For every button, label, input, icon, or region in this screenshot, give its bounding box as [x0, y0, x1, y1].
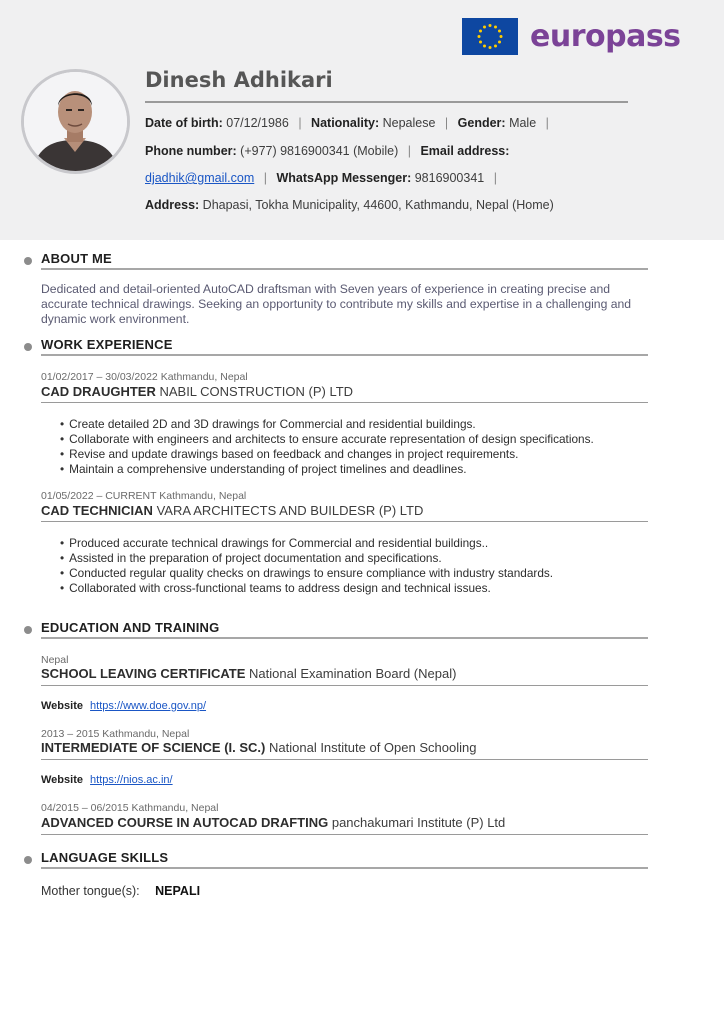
separator: | [263, 171, 267, 185]
section-bullet-icon [24, 856, 32, 864]
job-meta: 01/02/2017 – 30/03/2022 Kathmandu, Nepal [41, 371, 248, 383]
website-label: Website [41, 700, 83, 712]
candidate-name: Dinesh Adhikari [145, 68, 333, 92]
education-title [41, 666, 456, 681]
qualification: ADVANCED COURSE IN AUTOCAD DRAFTING [41, 815, 329, 830]
job-role: CAD DRAUGHTER [41, 384, 156, 399]
separator: | [493, 171, 497, 185]
email-label: Email address: [420, 144, 510, 158]
phone-value: (+977) 9816900341 (Mobile) [240, 144, 399, 158]
education-meta: Nepal [41, 654, 69, 666]
section-divider [41, 637, 648, 639]
separator: | [298, 116, 302, 130]
section-bullet-icon [24, 626, 32, 634]
name-divider [145, 101, 628, 103]
website-link[interactable]: https://nios.ac.in/ [90, 774, 173, 786]
address-label: Address: [145, 198, 200, 212]
institution: National Examination Board (Nepal) [249, 666, 457, 681]
section-divider [41, 867, 648, 869]
list-item: • Assisted in the preparation of project documentation and specifications. [60, 551, 553, 566]
avatar [21, 69, 130, 174]
list-item: • Maintain a comprehensive understanding of project timelines and deadlines. [60, 462, 594, 477]
profile-photo [24, 72, 127, 171]
website-row [41, 774, 173, 786]
section-title-education: EDUCATION AND TRAINING [41, 620, 220, 635]
whatsapp-label: WhatsApp Messenger: [276, 171, 412, 185]
europass-wordmark: europass [530, 19, 681, 54]
list-item: • Produced accurate technical drawings for Commercial and residential buildings.. [60, 536, 553, 551]
entry-divider [41, 759, 648, 760]
email-link[interactable]: djadhik@gmail.com [145, 171, 255, 185]
job-employer: NABIL CONSTRUCTION (P) LTD [159, 384, 354, 399]
section-divider [41, 354, 648, 356]
job-role: CAD TECHNICIAN [41, 503, 153, 518]
education-title [41, 740, 476, 755]
phone-label: Phone number: [145, 144, 237, 158]
personal-info-line-1 [145, 116, 555, 130]
education-meta: 2013 – 2015 Kathmandu, Nepal [41, 728, 190, 740]
job-employer: VARA ARCHITECTS AND BUILDESR (P) LTD [156, 503, 424, 518]
separator: | [407, 144, 411, 158]
whatsapp-value: 9816900341 [414, 171, 485, 185]
section-title-about: ABOUT ME [41, 251, 112, 266]
about-text: Dedicated and detail-oriented AutoCAD draftsman with Seven years of experience in creating precise and accurate technical drawings. Seeking an opportunity to contribute my skills and expertise in a challenging and dynamic work environment. [41, 282, 632, 326]
personal-info-line-3 [145, 171, 503, 185]
institution: panchakumari Institute (P) Ltd [331, 815, 506, 830]
entry-divider [41, 685, 648, 686]
list-item: • Conducted regular quality checks on drawings to ensure compliance with industry standards. [60, 566, 553, 581]
qualification: SCHOOL LEAVING CERTIFICATE [41, 666, 246, 681]
list-item: • Collaborated with cross-functional teams to address design and technical issues. [60, 581, 553, 596]
mother-tongue-label: Mother tongue(s): [41, 884, 140, 898]
entry-divider [41, 402, 648, 403]
section-bullet-icon [24, 257, 32, 265]
europass-logo [462, 18, 681, 55]
section-bullet-icon [24, 343, 32, 351]
list-item: • Collaborate with engineers and architects to ensure accurate representation of design specifications. [60, 432, 594, 447]
qualification: INTERMEDIATE OF SCIENCE (I. SC.) [41, 740, 266, 755]
entry-divider [41, 521, 648, 522]
dob-label: Date of birth: [145, 116, 223, 130]
job-bullets [60, 417, 594, 477]
nationality-label: Nationality: [311, 116, 380, 130]
website-row [41, 700, 206, 712]
personal-info-line-4 [145, 198, 554, 212]
website-link[interactable]: https://www.doe.gov.np/ [90, 700, 207, 712]
nationality-value: Nepalese [382, 116, 436, 130]
job-bullets [60, 536, 553, 596]
education-title [41, 815, 505, 830]
website-label: Website [41, 774, 83, 786]
section-divider [41, 268, 648, 270]
job-title [41, 503, 423, 518]
education-meta: 04/2015 – 06/2015 Kathmandu, Nepal [41, 802, 219, 814]
list-item: • Revise and update drawings based on feedback and changes in project requirements. [60, 447, 594, 462]
eu-flag-icon [462, 18, 518, 55]
mother-tongue-value: NEPALI [155, 884, 201, 898]
job-title [41, 384, 353, 399]
separator: | [545, 116, 549, 130]
entry-divider [41, 834, 648, 835]
gender-label: Gender: [457, 116, 506, 130]
address-value: Dhapasi, Tokha Municipality, 44600, Kathmandu, Nepal (Home) [202, 198, 554, 212]
section-title-work: WORK EXPERIENCE [41, 337, 173, 352]
institution: National Institute of Open Schooling [269, 740, 477, 755]
mother-tongue-row [41, 884, 200, 898]
section-title-languages: LANGUAGE SKILLS [41, 850, 169, 865]
list-item: • Create detailed 2D and 3D drawings for Commercial and residential buildings. [60, 417, 594, 432]
job-meta: 01/05/2022 – CURRENT Kathmandu, Nepal [41, 490, 247, 502]
dob-value: 07/12/1986 [226, 116, 289, 130]
separator: | [444, 116, 449, 130]
gender-value: Male [509, 116, 537, 130]
personal-info-line-2 [145, 144, 509, 158]
